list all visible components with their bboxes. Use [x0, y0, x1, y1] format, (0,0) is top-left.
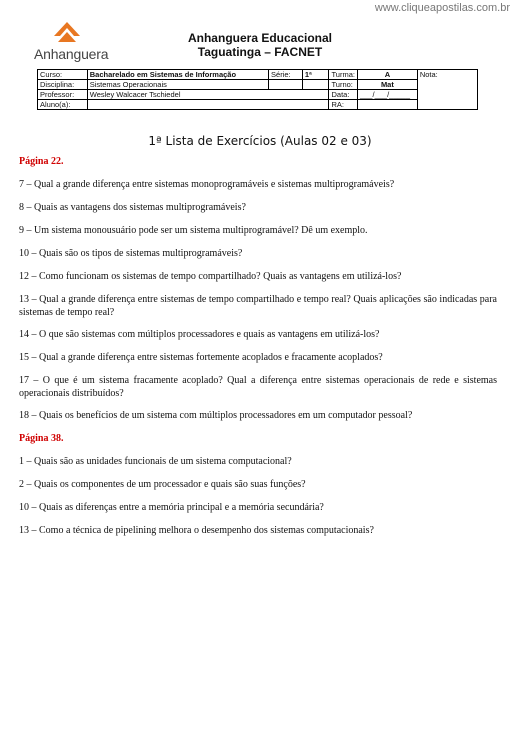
section-heading: Página 38.	[19, 433, 64, 444]
serie-label: Série:	[269, 70, 303, 80]
question-item: 7 – Qual a grande diferença entre sistemas monoprogramáveis e sistemas multiprogramáveis?	[19, 179, 395, 190]
question-item: 17 – O que é um sistema fracamente acoplado? Qual a diferença entre sistemas operacionais de rede e sistemas operacionais distribuídos?	[19, 375, 497, 399]
student-info-table	[37, 69, 478, 110]
aluno-value	[87, 100, 329, 110]
professor-label: Professor:	[38, 90, 88, 100]
ra-value	[357, 100, 417, 110]
question-item: 13 – Como a técnica de pipelining melhora o desempenho dos sistemas computacionais?	[19, 525, 374, 536]
question-item: 2 – Quais os componentes de um processador e quais são suas funções?	[19, 479, 306, 490]
question-item: 9 – Um sistema monousuário pode ser um sistema multiprogramável? Dê um exemplo.	[19, 225, 368, 236]
nota-label: Nota:	[419, 70, 438, 79]
question-item: 13 – Qual a grande diferença entre sistemas de tempo compartilhado e tempo real? Quais aplicações são indicadas para sistemas de tempo real?	[19, 294, 497, 318]
turma-value: A	[357, 70, 417, 80]
curso-label: Curso:	[38, 70, 88, 80]
turno-value: Mat	[357, 80, 417, 90]
aluno-label: Aluno(a):	[38, 100, 88, 110]
nota-field	[417, 70, 477, 110]
institution-header	[0, 31, 520, 59]
site-watermark: www.cliqueapostilas.com.br	[374, 2, 510, 14]
question-item: 8 – Quais as vantagens dos sistemas multiprogramáveis?	[19, 202, 246, 213]
ra-label: RA:	[329, 100, 357, 110]
question-item: 14 – O que são sistemas com múltiplos processadores e quais as vantagens em utilizá-los?	[19, 329, 380, 340]
empty-cell	[269, 80, 303, 90]
turno-label: Turno:	[329, 80, 357, 90]
question-item: 15 – Qual a grande diferença entre sistemas fortemente acoplados e fracamente acoplados?	[19, 352, 383, 363]
serie-value: 1ª	[302, 70, 329, 80]
logo-wordmark: Anhanguera	[34, 46, 109, 62]
data-label: Data:	[329, 90, 357, 100]
question-item: 10 – Quais são os tipos de sistemas multiprogramáveis?	[19, 248, 243, 259]
disciplina-value: Sistemas Operacionais	[87, 80, 268, 90]
turma-label: Turma:	[329, 70, 357, 80]
exercise-content	[19, 155, 497, 547]
section-heading: Página 22.	[19, 156, 64, 167]
professor-value: Wesley Walcacer Tschiedel	[87, 90, 329, 100]
disciplina-label: Disciplina:	[38, 80, 88, 90]
exercise-list-title: 1ª Lista de Exercícios (Aulas 02 e 03)	[148, 134, 372, 148]
empty-cell	[302, 80, 329, 90]
question-item: 12 – Como funcionam os sistemas de tempo compartilhado? Quais as vantagens em utilizá-los?	[19, 271, 402, 282]
curso-value: Bacharelado em Sistemas de Informação	[87, 70, 268, 80]
institution-campus: Taguatinga – FACNET	[197, 45, 323, 59]
question-item: 10 – Quais as diferenças entre a memória principal e a memória secundária?	[19, 502, 324, 513]
question-item: 1 – Quais são as unidades funcionais de um sistema computacional?	[19, 456, 292, 467]
data-value: ___/___/_____	[357, 90, 417, 100]
institution-name: Anhanguera Educacional	[187, 31, 333, 45]
question-item: 18 – Quais os benefícios de um sistema com múltiplos processadores em um computador pessoal?	[19, 410, 413, 421]
